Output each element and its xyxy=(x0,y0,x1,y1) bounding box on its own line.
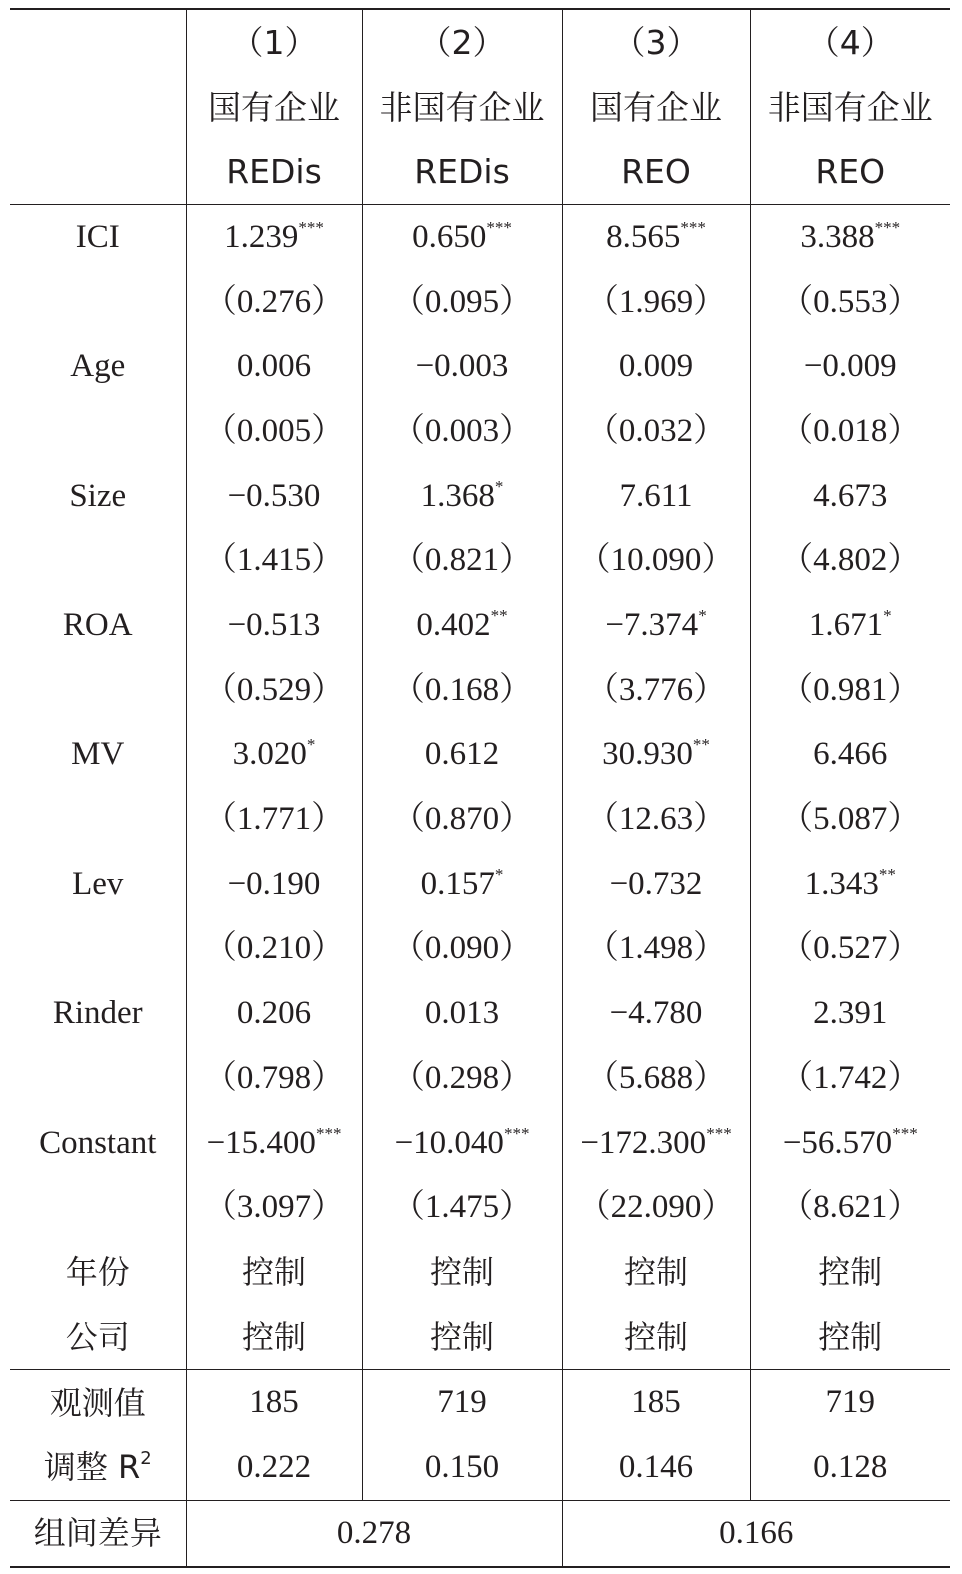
variable-label: Size xyxy=(69,477,127,514)
control-value: 控制 xyxy=(186,1240,362,1305)
std-error: （3.097） xyxy=(186,1175,362,1240)
std-error: （0.095） xyxy=(362,270,562,335)
variable-label: Rinder xyxy=(52,995,143,1032)
control-label: 公司 xyxy=(65,1318,130,1357)
coef-cell xyxy=(750,334,950,399)
coef-cell xyxy=(562,464,750,529)
stub-cell xyxy=(10,529,186,594)
control-value: 控制 xyxy=(562,1305,750,1370)
header-row-depvars xyxy=(10,139,950,204)
coef-value: −0.732 xyxy=(609,865,703,902)
coef-value: −172.300 xyxy=(580,1124,707,1161)
std-error: （0.032） xyxy=(562,399,750,464)
adj-r2-label: 调整 R xyxy=(43,1448,141,1487)
dep-var-label: REDis xyxy=(362,139,562,204)
group-label: 非国有企业 xyxy=(750,75,950,140)
se-row xyxy=(10,399,950,464)
coef-value: 3.388 xyxy=(800,218,875,255)
observations-value: 185 xyxy=(562,1370,750,1435)
coef-cell xyxy=(750,1111,950,1176)
std-error: （22.090） xyxy=(562,1175,750,1240)
coef-cell xyxy=(562,334,750,399)
coef-row xyxy=(10,205,950,270)
col-number: （3） xyxy=(562,9,750,75)
coef-cell xyxy=(362,205,562,270)
significance-stars: *** xyxy=(874,217,901,237)
significance-stars: * xyxy=(494,476,504,496)
coef-value: −0.513 xyxy=(227,607,321,644)
coef-value: 4.673 xyxy=(813,477,888,514)
coef-cell xyxy=(186,723,362,788)
coef-cell xyxy=(750,981,950,1046)
stub-cell xyxy=(10,787,186,852)
control-row xyxy=(10,1305,950,1370)
stub-cell xyxy=(10,9,186,75)
significance-stars: * xyxy=(306,735,316,755)
coef-value: 2.391 xyxy=(813,995,888,1032)
coef-value: −0.009 xyxy=(803,348,897,385)
coef-row xyxy=(10,334,950,399)
coef-cell xyxy=(562,981,750,1046)
observations-row xyxy=(10,1370,950,1435)
adj-r2-value: 0.150 xyxy=(362,1435,562,1500)
std-error: （1.771） xyxy=(186,787,362,852)
std-error: （0.168） xyxy=(362,658,562,723)
significance-stars: * xyxy=(698,606,707,626)
std-error: （1.415） xyxy=(186,529,362,594)
observations-value: 719 xyxy=(362,1370,562,1435)
coef-row xyxy=(10,593,950,658)
coef-cell xyxy=(186,464,362,529)
coef-value: −15.400 xyxy=(206,1124,316,1161)
coef-value: 30.930 xyxy=(602,736,693,773)
coef-cell xyxy=(750,464,950,529)
coef-cell xyxy=(362,723,562,788)
coef-cell xyxy=(186,205,362,270)
coef-cell xyxy=(186,334,362,399)
coef-cell xyxy=(750,723,950,788)
coef-cell xyxy=(362,334,562,399)
std-error: （0.090） xyxy=(362,917,562,982)
std-error: （0.870） xyxy=(362,787,562,852)
adj-r2-value: 0.146 xyxy=(562,1435,750,1500)
std-error: （0.210） xyxy=(186,917,362,982)
col-number: （2） xyxy=(362,9,562,75)
coef-cell xyxy=(362,852,562,917)
coef-value: 0.206 xyxy=(236,995,312,1032)
std-error: （1.969） xyxy=(562,270,750,335)
variable-label: ROA xyxy=(62,607,133,644)
std-error: （0.981） xyxy=(750,658,950,723)
std-error: （0.005） xyxy=(186,399,362,464)
std-error: （1.498） xyxy=(562,917,750,982)
std-error: （0.821） xyxy=(362,529,562,594)
coef-cell xyxy=(362,464,562,529)
coef-value: 1.368 xyxy=(420,477,495,514)
adj-r2-value: 0.222 xyxy=(186,1435,362,1500)
control-value: 控制 xyxy=(750,1305,950,1370)
control-value: 控制 xyxy=(362,1305,562,1370)
group-difference-row xyxy=(10,1500,950,1566)
std-error: （0.003） xyxy=(362,399,562,464)
coef-cell xyxy=(750,205,950,270)
se-row xyxy=(10,529,950,594)
stub-cell xyxy=(10,399,186,464)
coef-row xyxy=(10,1111,950,1176)
variable-label: MV xyxy=(71,736,125,773)
coef-value: 7.611 xyxy=(619,477,693,514)
significance-stars: *** xyxy=(706,1123,732,1143)
coef-value: −7.374 xyxy=(605,607,699,644)
variable-label: Age xyxy=(70,348,126,385)
coef-cell xyxy=(362,593,562,658)
coef-cell xyxy=(562,852,750,917)
coef-cell xyxy=(562,593,750,658)
adj-r2-row xyxy=(10,1435,950,1500)
control-value: 控制 xyxy=(750,1240,950,1305)
coef-value: 8.565 xyxy=(606,218,681,255)
se-row xyxy=(10,917,950,982)
significance-stars: *** xyxy=(680,217,706,237)
std-error: （0.276） xyxy=(186,270,362,335)
variable-label: Constant xyxy=(39,1124,157,1161)
coef-cell xyxy=(186,593,362,658)
significance-stars: *** xyxy=(503,1123,530,1143)
coef-value: 1.671 xyxy=(808,607,884,644)
control-value: 控制 xyxy=(186,1305,362,1370)
dep-var-label: REDis xyxy=(186,139,362,204)
col-number: （1） xyxy=(186,9,362,75)
group-label: 国有企业 xyxy=(562,75,750,140)
stub-cell xyxy=(10,917,186,982)
coef-value: −0.530 xyxy=(227,477,321,514)
coef-value: 6.466 xyxy=(813,736,888,773)
adj-r2-label-cell xyxy=(10,1435,186,1500)
significance-stars: * xyxy=(494,864,504,884)
std-error: （10.090） xyxy=(562,529,750,594)
std-error: （5.688） xyxy=(562,1046,750,1111)
std-error: （1.475） xyxy=(362,1175,562,1240)
group-label: 非国有企业 xyxy=(362,75,562,140)
std-error: （0.798） xyxy=(186,1046,362,1111)
header-row-numbers xyxy=(10,9,950,75)
significance-stars: *** xyxy=(486,217,512,237)
coef-value: 0.006 xyxy=(236,348,312,385)
coef-value: −4.780 xyxy=(609,995,703,1032)
regression-table xyxy=(10,8,950,1568)
coef-cell xyxy=(362,1111,562,1176)
control-row xyxy=(10,1240,950,1305)
stub-cell xyxy=(10,1046,186,1111)
variable-label: Lev xyxy=(72,865,124,902)
std-error: （0.018） xyxy=(750,399,950,464)
significance-stars: *** xyxy=(892,1123,918,1143)
se-row xyxy=(10,658,950,723)
coef-cell xyxy=(186,981,362,1046)
significance-stars: ** xyxy=(490,606,508,626)
observations-value: 185 xyxy=(186,1370,362,1435)
coef-value: 0.013 xyxy=(424,995,500,1032)
coef-row xyxy=(10,464,950,529)
coef-value: 0.612 xyxy=(424,736,500,773)
se-row xyxy=(10,1046,950,1111)
significance-stars: ** xyxy=(878,864,896,884)
std-error: （3.776） xyxy=(562,658,750,723)
coef-row xyxy=(10,981,950,1046)
control-value: 控制 xyxy=(562,1240,750,1305)
coef-cell xyxy=(186,1111,362,1176)
coef-value: 0.650 xyxy=(412,218,487,255)
coef-value: −0.190 xyxy=(227,865,321,902)
std-error: （1.742） xyxy=(750,1046,950,1111)
se-row xyxy=(10,270,950,335)
std-error: （0.553） xyxy=(750,270,950,335)
std-error: （8.621） xyxy=(750,1175,950,1240)
std-error: （0.298） xyxy=(362,1046,562,1111)
coef-value: −0.003 xyxy=(415,348,509,385)
group-label: 国有企业 xyxy=(186,75,362,140)
coef-cell xyxy=(750,593,950,658)
coef-cell xyxy=(562,1111,750,1176)
significance-stars: *** xyxy=(315,1123,342,1143)
control-label: 年份 xyxy=(65,1253,130,1292)
coef-cell xyxy=(562,723,750,788)
std-error: （0.527） xyxy=(750,917,950,982)
stub-cell xyxy=(10,75,186,140)
se-row xyxy=(10,1175,950,1240)
stub-cell xyxy=(10,1175,186,1240)
coef-row xyxy=(10,723,950,788)
stub-cell xyxy=(10,658,186,723)
adj-r2-superscript: 2 xyxy=(140,1448,152,1470)
std-error: （5.087） xyxy=(750,787,950,852)
std-error: （0.529） xyxy=(186,658,362,723)
coef-value: 3.020 xyxy=(232,736,307,773)
stub-cell xyxy=(10,270,186,335)
variable-label: ICI xyxy=(10,205,186,270)
observations-label: 观测值 xyxy=(10,1370,186,1435)
adj-r2-value: 0.128 xyxy=(750,1435,950,1500)
group-difference-label: 组间差异 xyxy=(10,1500,186,1566)
std-error: （12.63） xyxy=(562,787,750,852)
significance-stars: * xyxy=(883,606,892,626)
coef-value: 1.239 xyxy=(224,218,299,255)
coef-cell xyxy=(362,981,562,1046)
coef-value: 0.009 xyxy=(618,348,694,385)
observations-value: 719 xyxy=(750,1370,950,1435)
dep-var-label: REO xyxy=(562,139,750,204)
group-difference-value: 0.166 xyxy=(562,1500,950,1566)
control-value: 控制 xyxy=(362,1240,562,1305)
header-row-groups xyxy=(10,75,950,140)
group-difference-value: 0.278 xyxy=(186,1500,562,1566)
coef-row xyxy=(10,852,950,917)
dep-var-label: REO xyxy=(750,139,950,204)
significance-stars: ** xyxy=(692,735,710,755)
coef-value: −56.570 xyxy=(782,1124,893,1161)
coef-value: 0.157 xyxy=(420,865,495,902)
coef-cell xyxy=(186,852,362,917)
coef-cell xyxy=(562,205,750,270)
std-error: （4.802） xyxy=(750,529,950,594)
coef-value: 1.343 xyxy=(804,865,879,902)
coef-value: −10.040 xyxy=(394,1124,504,1161)
se-row xyxy=(10,787,950,852)
col-number: （4） xyxy=(750,9,950,75)
significance-stars: *** xyxy=(298,217,324,237)
stub-cell xyxy=(10,139,186,204)
coef-cell xyxy=(750,852,950,917)
coef-value: 0.402 xyxy=(416,607,491,644)
